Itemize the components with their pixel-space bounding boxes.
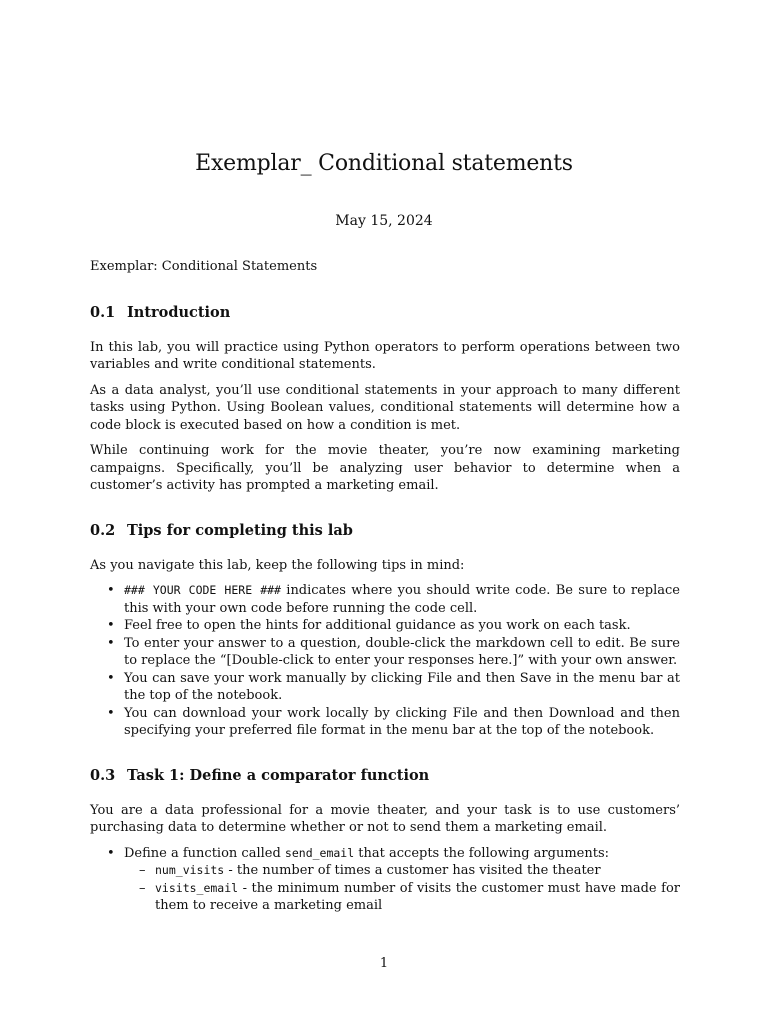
inline-code: ### YOUR CODE HERE ### (124, 583, 281, 597)
argument-description: - the minimum number of visits the customer must have made for them to receive a marketing email (155, 880, 680, 913)
section-title: Tips for completing this lab (127, 521, 353, 539)
list-item-text: To enter your answer to a question, double-click the markdown cell to edit. Be sure to replace the “[Double-click to enter your responses here.]” with your own answer. (124, 635, 680, 668)
inline-code: send_email (284, 845, 355, 860)
section-title: Introduction (127, 303, 231, 321)
inline-code: visits_email (155, 880, 239, 895)
section-heading-introduction (90, 303, 680, 323)
document-subtitle: Exemplar: Conditional Statements (90, 259, 318, 274)
inline-code: num_visits (155, 863, 225, 877)
section-number: 0.1 (90, 303, 116, 321)
argument-item (124, 862, 680, 880)
document-body (90, 258, 680, 915)
argument-item (124, 880, 680, 915)
section-number: 0.2 (90, 521, 116, 539)
argument-description: - the number of times a customer has visited the theater (224, 863, 601, 878)
list-item-text: Feel free to open the hints for additional guidance as you work on each task. (124, 618, 631, 633)
list-item-text: You can save your work manually by clicking File and then Save in the menu bar at the top of the notebook. (124, 670, 680, 703)
paragraph: While continuing work for the movie theater, you’re now examining marketing campaigns. Specifically, you’ll be analyzing user behavior to determine when a customer’s activity has prompted a marketing email. (90, 443, 680, 493)
list-item (90, 582, 680, 617)
list-item (90, 670, 680, 705)
list-item (90, 705, 680, 740)
section-tips (90, 521, 680, 740)
page-number: 1 (379, 956, 389, 971)
list-item-text: You can download your work locally by clicking File and then Download and then specifying your preferred file format in the menu bar at the top of the notebook. (124, 705, 680, 738)
list-item-text: Define a function called (124, 845, 285, 861)
section-heading-task1 (90, 766, 680, 786)
document-title: Exemplar_ Conditional statements (195, 151, 573, 176)
paragraph: As a data analyst, you’ll use conditional statements in your approach to many different tasks using Python. Using Boolean values, conditional statements will determine how a code block is executed based on how a condition is met. (90, 382, 680, 433)
list-item-text: indicates where you should write code. Be sure to replace this with your own code before running the code cell. (124, 583, 680, 616)
paragraph: As you navigate this lab, keep the following tips in mind: (90, 557, 465, 573)
section-number: 0.3 (90, 766, 116, 784)
task1-list (90, 845, 680, 915)
list-item (90, 635, 680, 670)
argument-list (124, 862, 680, 915)
list-item (90, 845, 680, 915)
document-date: May 15, 2024 (335, 213, 433, 229)
section-introduction (90, 303, 680, 495)
tips-list (90, 582, 680, 740)
section-heading-tips (90, 521, 680, 541)
section-title: Task 1: Define a comparator function (127, 766, 430, 784)
paragraph: In this lab, you will practice using Python operators to perform operations between two variables and write conditional statements. (90, 339, 680, 372)
list-item-text: that accepts the following arguments: (354, 845, 610, 861)
paragraph: You are a data professional for a movie theater, and your task is to use customers’ purchasing data to determine whether or not to send them a marketing email. (90, 802, 680, 835)
list-item (90, 617, 680, 635)
section-task1 (90, 766, 680, 915)
